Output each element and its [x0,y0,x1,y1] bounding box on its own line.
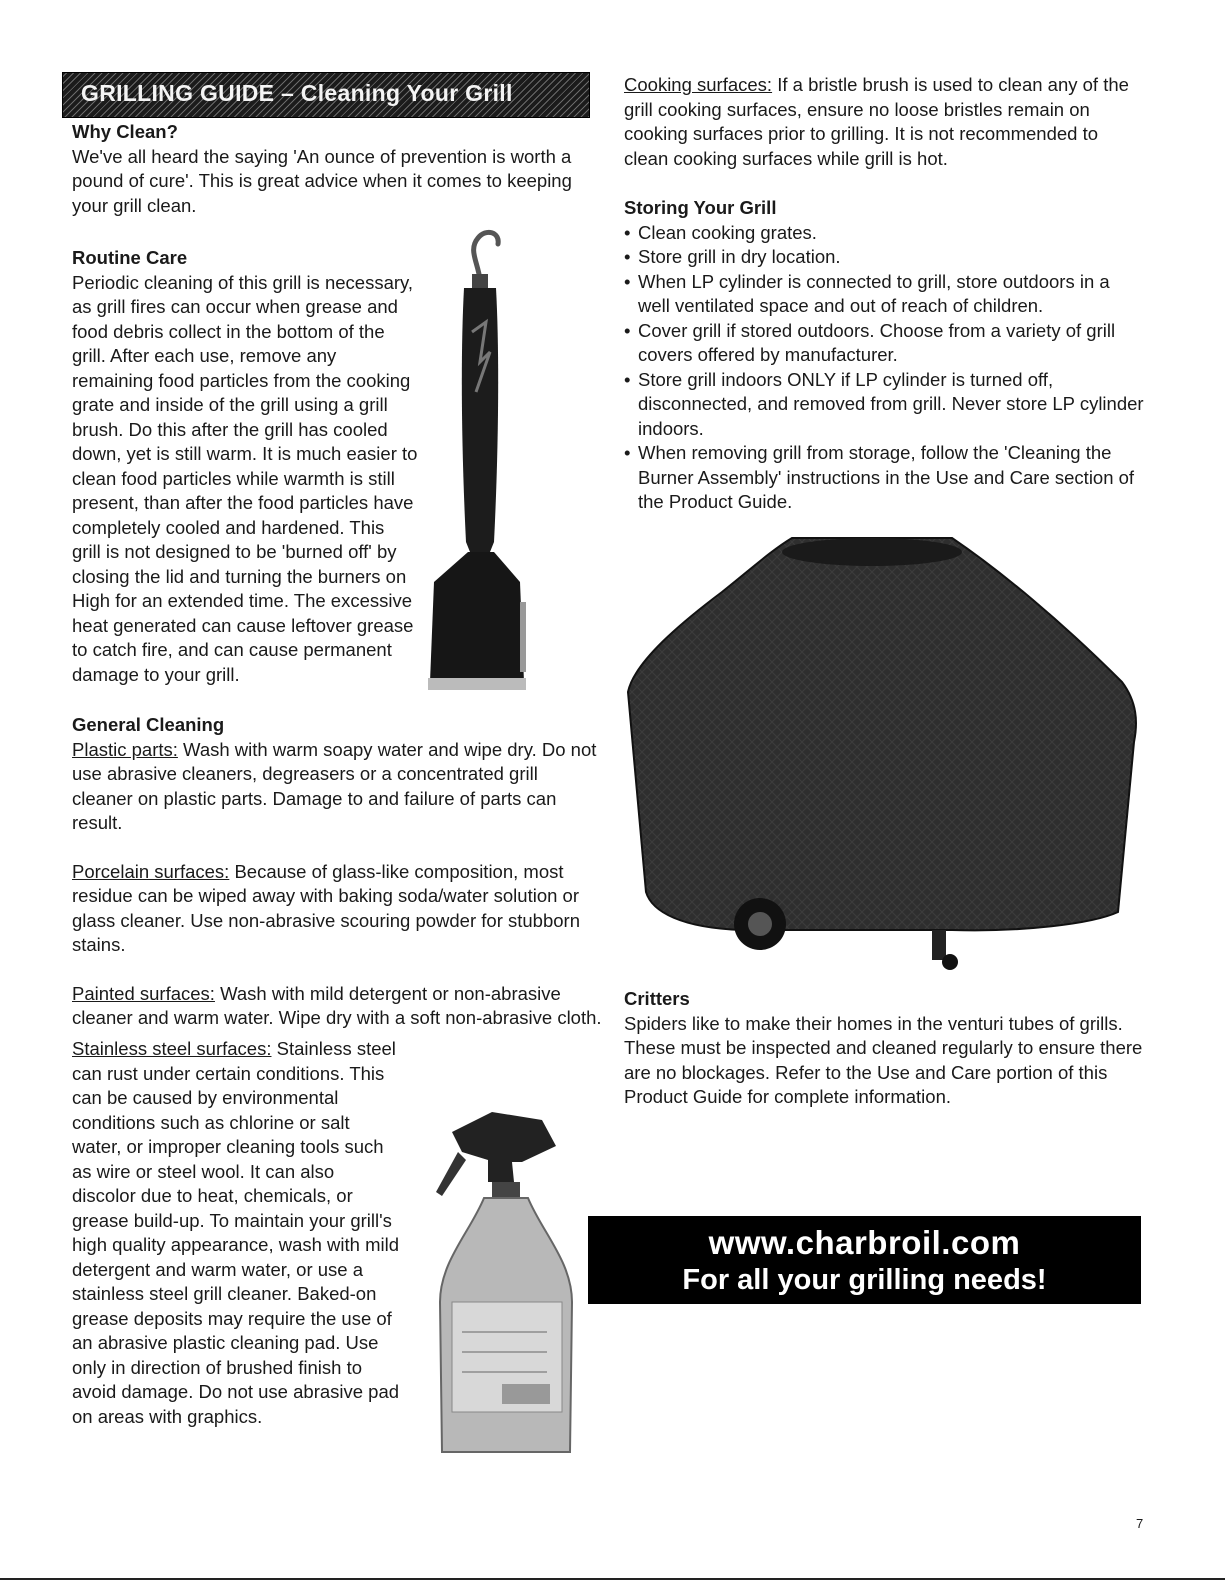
routine-care-heading: Routine Care [72,247,188,268]
cooking-surfaces-label: Cooking surfaces: [624,74,773,95]
critters-section [624,987,1144,1110]
banner-title: GRILLING GUIDE – Cleaning Your Grill [81,80,513,106]
critters-body: Spiders like to make their homes in the venturi tubes of grills. These must be inspected and cleaned regularly to ensure there are no blockages. Refer to the Use and Care portion of this Product Guide for complete information. [624,1012,1143,1107]
cooking-surfaces-body: If a bristle brush is used to clean any of the grill cooking surfaces, ensure no loose bristles remain on cooking surfaces prior to grilling. It is not recommended to clean cooking surfaces while grill is hot. [624,74,1129,169]
page-number: 7 [1136,1516,1144,1531]
website-url[interactable]: www.charbroil.com [708,1224,1021,1261]
porcelain-body: Because of glass-like composition, most residue can be wiped away with baking soda/water solution or glass cleaner. Use non-abrasive scouring powder for stubborn stains. [72,860,581,955]
why-clean-heading: Why Clean? [72,121,178,142]
stainless-para [72,1037,402,1429]
why-clean-section [72,120,572,218]
storing-item: • When LP cylinder is connected to grill, store outdoors in a well ventilated space and out of reach of children. [624,270,1144,319]
grill-cover-image [622,532,1142,976]
painted-para [72,982,602,1031]
storing-item: • Clean cooking grates. [624,221,1144,246]
storing-list [624,221,1144,515]
cooking-surfaces-section [624,73,1144,171]
porcelain-para [72,860,602,958]
painted-body: Wash with mild detergent or non-abrasive cleaner and warm water. Wipe dry with a soft non-abrasive cloth. [72,982,602,1028]
section-banner [62,72,590,118]
general-cleaning-heading: General Cleaning [72,714,225,735]
plastic-parts-label: Plastic parts: [72,738,178,760]
storing-item: • When removing grill from storage, follow the 'Cleaning the Burner Assembly' instructions in the Use and Care section of the Product Guide. [624,441,1144,515]
why-clean-body: We've all heard the saying 'An ounce of prevention is worth a pound of cure'. This is great advice when it comes to keeping your grill clean. [72,145,572,216]
storing-section [624,196,1144,515]
critters-heading: Critters [624,988,690,1009]
grill-brush-image [420,222,532,692]
cooking-surfaces-para [624,73,1144,171]
storing-item: • Cover grill if stored outdoors. Choose from a variety of grill covers offered by manufacturer. [624,319,1144,368]
storing-heading: Storing Your Grill [624,197,777,218]
plastic-parts-body: Wash with warm soapy water and wipe dry. Do not use abrasive cleaners, degreasers or a concentrated grill cleaner on plastic parts. Damage to and failure of parts can result. [72,738,597,833]
porcelain-label: Porcelain surfaces: [72,860,230,882]
stainless-label: Stainless steel surfaces: [72,1038,272,1059]
storing-item: • Store grill in dry location. [624,245,1144,270]
bottom-rule [0,1578,1225,1580]
general-cleaning-section [72,713,602,1031]
stainless-body: Stainless steel can rust under certain conditions. This can be caused by environmental conditions such as chlorine or salt water, or improper cleaning tools such as wire or steel wool. It can also discolor due to heat, chemicals, or grease build-up. To maintain your grill's high quality appearance, wash with mild detergent and warm water, or use a stainless steel grill cleaner. Baked-on grease deposits may require the use of an abrasive plastic cleaning pad. Use only in direction of brushed finish to avoid damage. Do not use abrasive pad on areas with graphics. [72,1038,400,1427]
routine-care-section [72,246,418,687]
spray-bottle-image [422,1102,582,1462]
website-tagline: For all your grilling needs! [682,1264,1047,1296]
plastic-parts-para [72,738,602,836]
storing-item: • Store grill indoors ONLY if LP cylinder is turned off, disconnected, and removed from grill. Never store LP cylinder indoors. [624,368,1144,442]
routine-care-body: Periodic cleaning of this grill is necessary, as grill fires can occur when grease and food debris collect in the bottom of the grill. After each use, remove any remaining food particles from the cooking grate and inside of the grill using a grill brush. Do this after the grill has cooled down, yet is still warm. It is much easier to clean food particles while warmth is still present, than after the food particles have completely cooled and hardened. This grill is not designed to be 'burned off' by closing the lid and turning the burners on High for an extended time. The excessive heat generated can cause leftover grease to catch fire, and can cause permanent damage to your grill. [72,271,418,685]
website-banner [588,1216,1141,1304]
painted-label: Painted surfaces: [72,982,215,1004]
